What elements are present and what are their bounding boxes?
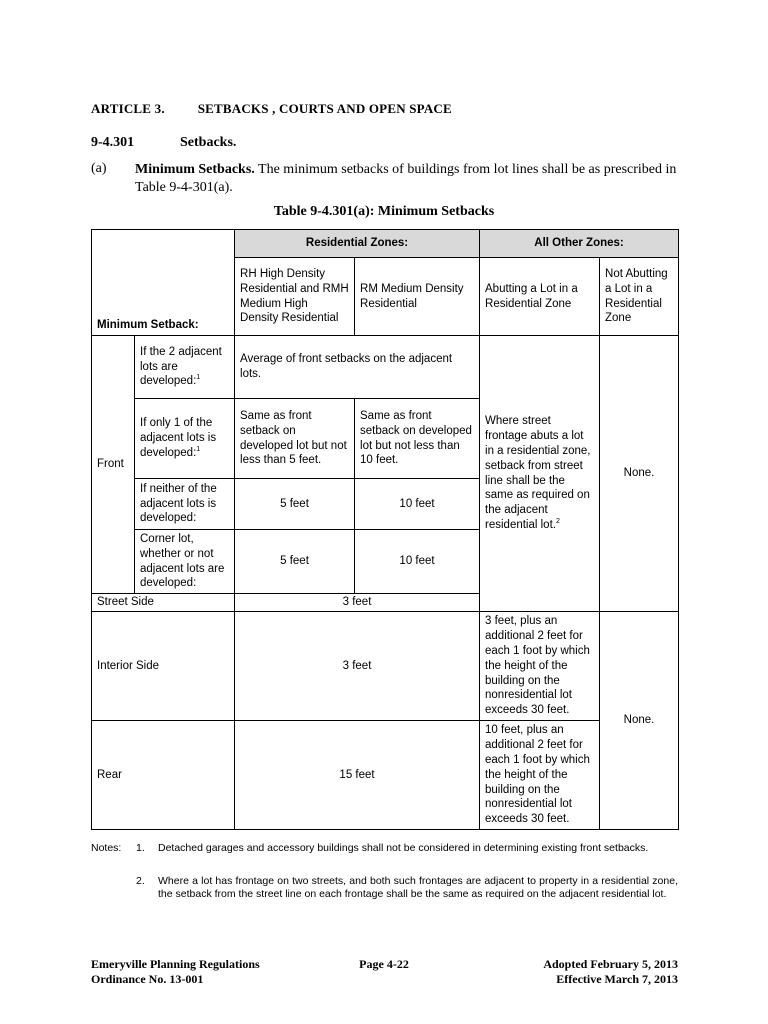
notes-label: Notes: [91, 842, 122, 854]
note-1-number: 1. [136, 842, 145, 854]
front-case-1-value: Average of front setbacks on the adjacent lots. [235, 336, 480, 399]
rear-value: 15 feet [235, 721, 480, 830]
front-case-4-rm: 10 feet [355, 530, 480, 594]
residential-zones-header: Residential Zones: [235, 230, 480, 258]
rear-label: Rear [92, 721, 235, 830]
abutting-header: Abutting a Lot in a Residential Zone [480, 258, 600, 336]
note-2-text: Where a lot has frontage on two streets, and both such frontages are adjacent to property in a residential zone, the setback from the street line on each frontage shall be the same as required on the adjacent residential lot. [158, 875, 678, 900]
front-case-1: If the 2 adjacent lots are developed:$^1$ [135, 336, 235, 399]
front-case-3-rm: 10 feet [355, 479, 480, 530]
footer-regulations: Emeryville Planning Regulations [91, 957, 260, 971]
footer-adopted: Adopted February 5, 2013 [543, 957, 678, 971]
minimum-setback-header: Minimum Setback: [92, 230, 235, 336]
front-case-4: Corner lot, whether or not adjacent lots are developed: [135, 530, 235, 594]
paragraph-heading: Minimum Setbacks. [135, 162, 255, 177]
lower-not-abutting: None. [600, 612, 679, 830]
front-abutting: Where street frontage abuts a lot in a residential zone, setback from street line shall be the same as required on the adjacent residential lot.$^2$ [480, 336, 600, 612]
footer-effective: Effective March 7, 2013 [556, 972, 678, 986]
setbacks-table [91, 229, 679, 830]
interior-side-value: 3 feet [235, 612, 480, 721]
front-case-2-rm: Same as front setback on developed lot but not less than 10 feet. [355, 399, 480, 479]
front-case-2-rh: Same as front setback on developed lot but not less than 5 feet. [235, 399, 355, 479]
street-side-value: 3 feet [235, 594, 480, 612]
article-title: SETBACKS , COURTS AND OPEN SPACE [197, 101, 452, 116]
paragraph-text [135, 161, 695, 197]
article-heading [91, 101, 452, 117]
section-number: 9-4.301 [91, 135, 135, 150]
note-2-number: 2. [136, 875, 145, 887]
interior-side-label: Interior Side [92, 612, 235, 721]
rm-header: RM Medium Density Residential [355, 258, 480, 336]
not-abutting-header: Not Abutting a Lot in a Residential Zone [600, 258, 679, 336]
footer-ordinance: Ordinance No. 13-001 [91, 972, 204, 986]
front-case-2: If only 1 of the adjacent lots is developed:$^1$ [135, 399, 235, 479]
front-not-abutting: None. [600, 336, 679, 612]
front-case-3: If neither of the adjacent lots is developed: [135, 479, 235, 530]
paragraph-body: The minimum setbacks of buildings from lot lines shall be as prescribed in Table 9-4-301(a). [135, 162, 677, 195]
street-side-label: Street Side [92, 594, 235, 612]
table-title: Table 9-4.301(a): Minimum Setbacks [273, 204, 495, 219]
footer-right [543, 957, 678, 987]
rh-header: RH High Density Residential and RMH Medium High Density Residential [235, 258, 355, 336]
section-title: Setbacks. [180, 135, 237, 150]
front-case-4-rh: 5 feet [235, 530, 355, 594]
rear-abutting: 10 feet, plus an additional 2 feet for each 1 foot by which the height of the building on the nonresidential lot exceeds 30 feet. [480, 721, 600, 830]
article-number: ARTICLE 3. [91, 101, 165, 116]
note-1-text: Detached garages and accessory buildings shall not be considered in determining existing front setbacks. [158, 842, 649, 854]
paragraph-label: (a) [91, 161, 107, 176]
front-case-3-rh: 5 feet [235, 479, 355, 530]
interior-side-abutting: 3 feet, plus an additional 2 feet for each 1 foot by which the height of the building on the nonresidential lot exceeds 30 feet. [480, 612, 600, 721]
front-label: Front [92, 336, 135, 594]
other-zones-header: All Other Zones: [480, 230, 679, 258]
footer-page-number: Page 4-22 [359, 957, 409, 971]
